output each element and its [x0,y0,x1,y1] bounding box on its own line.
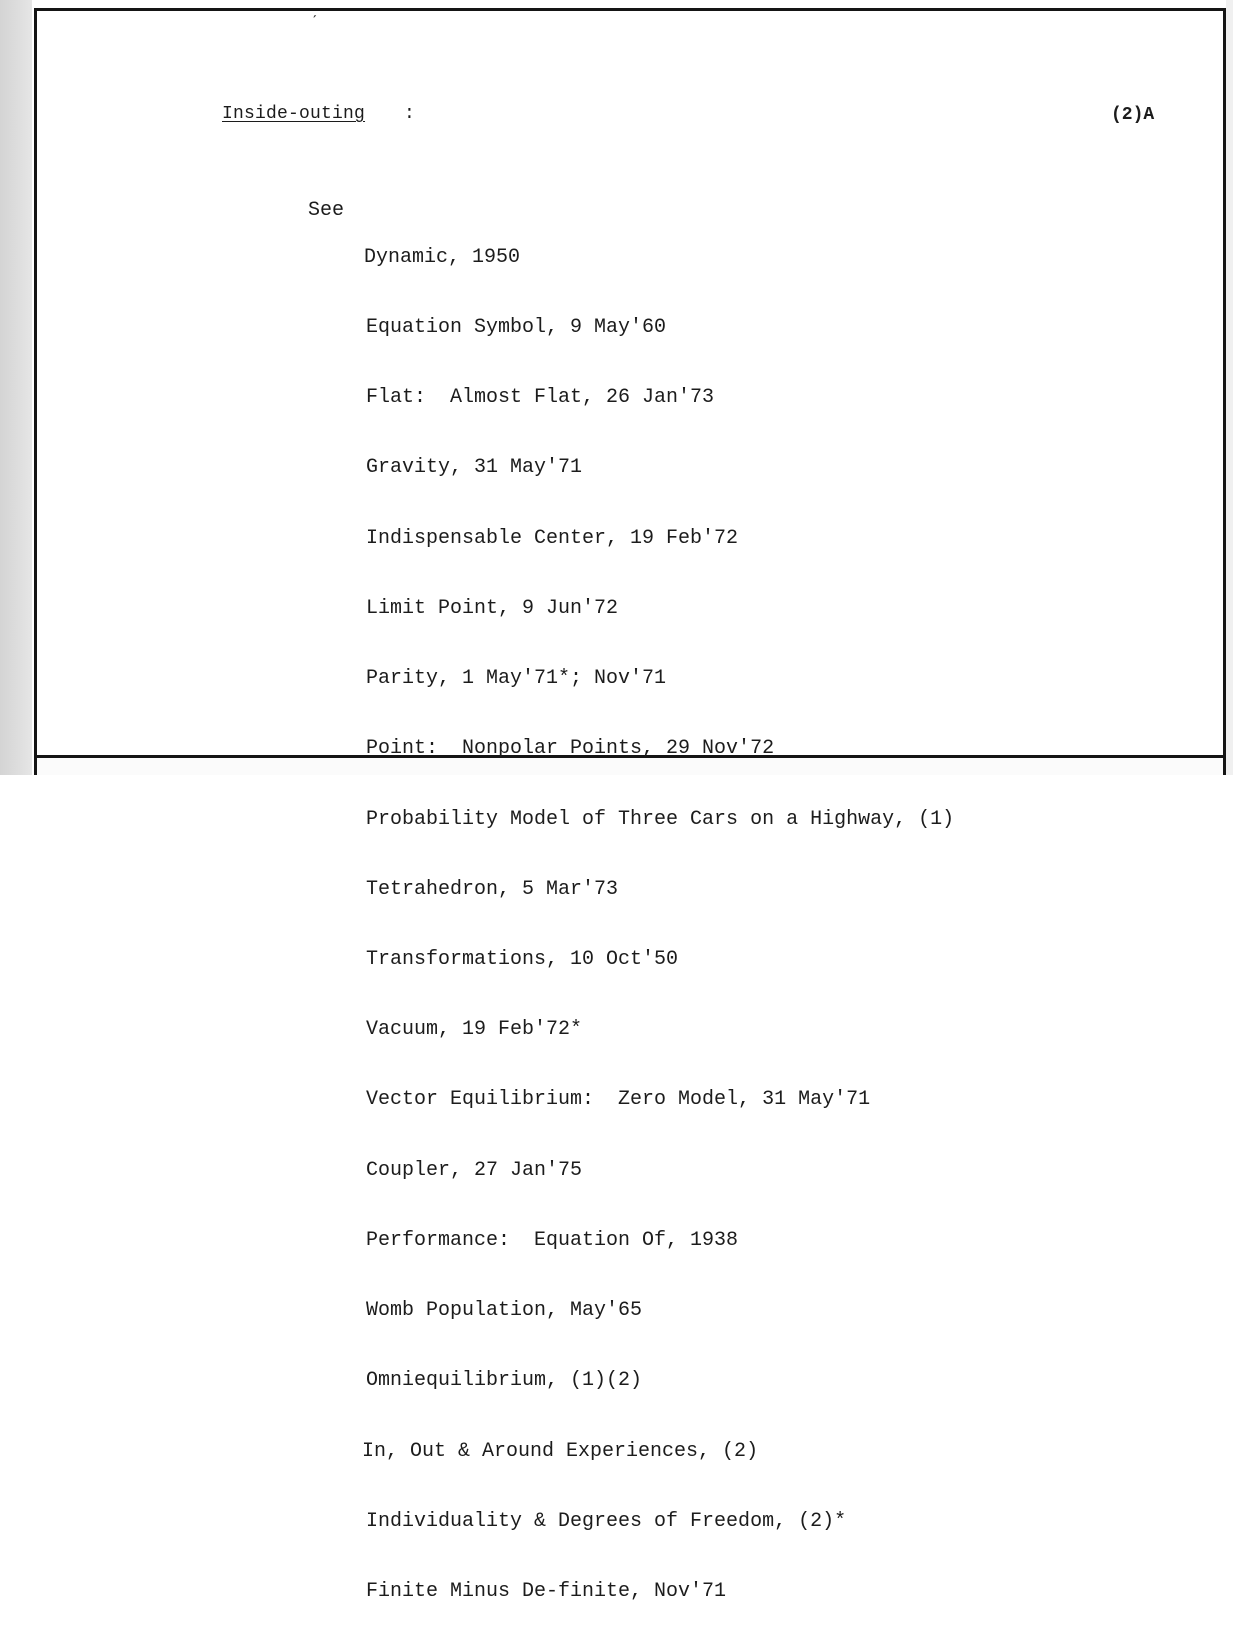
cross-reference-entry: Limit Point, 9 Jun'72 [366,596,619,620]
cross-reference-entry: Omniequilibrium, (1)(2) [366,1369,643,1393]
cross-reference-entry: Coupler, 27 Jan'75 [366,1158,583,1182]
cross-reference-entry: Flat: Almost Flat, 26 Jan'73 [366,386,715,410]
cross-reference-entry: Tetrahedron, 5 Mar'73 [366,877,619,901]
cross-reference-entry: Womb Population, May'65 [366,1299,643,1323]
cross-reference-entry: Finite Minus De-finite, Nov'71 [366,1579,727,1603]
card-heading-colon: : [404,104,415,124]
cross-reference-entry: Probability Model of Three Cars on a Highway, (1) [366,807,955,831]
card-heading: Inside-outing [222,104,366,124]
see-label: See [308,199,345,222]
cross-reference-entry: Point: Nonpolar Points, 29 Nov'72 [366,737,775,761]
cross-reference-entry: Vector Equilibrium: Zero Model, 31 May'71 [366,1088,871,1112]
cross-reference-entry: Performance: Equation Of, 1938 [366,1228,739,1252]
cross-reference-entry: Equation Symbol, 9 May'60 [366,316,667,340]
stray-mark: ˊ [310,14,320,32]
cross-reference-entry: Individuality & Degrees of Freedom, (2)* [366,1509,847,1533]
cross-reference-entry: Dynamic, 1950 [364,245,521,269]
cross-reference-entry: Transformations, 10 Oct'50 [366,948,679,971]
cross-reference-entry: Parity, 1 May'71*; Nov'71 [366,667,667,691]
cross-reference-entry: Gravity, 31 May'71 [366,456,583,480]
cross-reference-entry: Vacuum, 19 Feb'72* [366,1018,583,1042]
cross-reference-entry: In, Out & Around Experiences, (2) [362,1439,759,1463]
cross-reference-entry: Indispensable Center, 19 Feb'72 [366,526,739,550]
page-right-edge [1226,0,1233,775]
card-id: (2)A [1111,105,1155,125]
page-margin-strip [0,0,32,775]
cross-reference-list [362,199,955,1650]
